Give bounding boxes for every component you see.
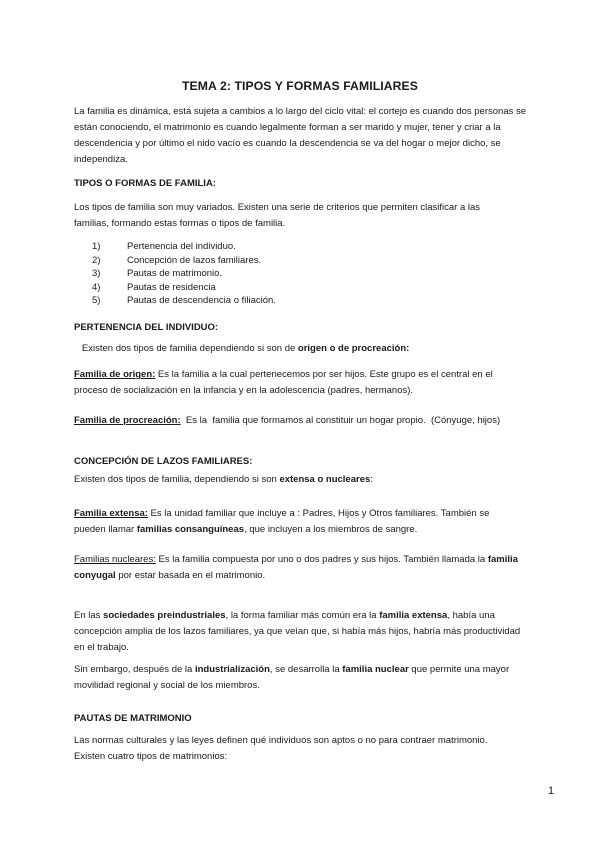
text-line: concepción amplia de los lazos familiares, ya que veían que, si había más hijos, habría más productividad [74,626,521,637]
text-run-bold: extensa o nucleares [279,474,371,485]
text-run: Existen dos tipos de familia dependiendo si son de [74,343,298,354]
text-run: , la forma familiar más común era la [225,610,380,621]
list-number: 5) [92,295,101,306]
intro-line: están conociendo, el matrimonio es cuando legalmente forman a ser marido y mujer, tener y criar a la [74,122,501,133]
text-run: Es la familia que formamos al constituir un hogar propio. (Cónyuge, hijos) [180,415,501,426]
list-number: 2) [92,254,101,266]
text-run: Es la familia compuesta por uno o dos padres y sus hijos. También llamada la [155,554,488,565]
text-run: pueden llamar [74,524,137,535]
familia-procreacion-paragraph [74,413,554,429]
list-number: 1) [92,241,101,252]
text-run: , había una [447,610,495,621]
section-heading-matrimonio: PAUTAS DE MATRIMONIO [74,713,192,724]
tipos-line: familias, formando estas formas o tipos de familia. [74,218,286,229]
intro-line: descendencia y por último el nido vacío es cuando la descendencia se va del hogar o mejor dicho, se [74,138,501,149]
text-line: proceso de socialización en la infancia y en la adolescencia (padres, hermanos). [74,385,414,396]
list-item [74,254,276,268]
list-number: 4) [92,281,101,293]
intro-line: La familia es dinámica, está sujeta a cambios a lo largo del ciclo vital: el cortejo es cuando dos personas se [74,106,527,117]
familias-nucleares-paragraph [74,552,554,584]
text-line: movilidad regional y social de los miembros. [74,680,260,691]
list-item [74,294,276,308]
term-underlined: Familia de origen: [74,369,156,380]
section-heading-pertenencia: PERTENENCIA DEL INDIVIDUO: [74,322,219,333]
familia-extensa-paragraph [74,506,554,538]
text-run-bold: industrialización [194,664,270,675]
list-item [74,267,276,281]
familia-origen-paragraph [74,367,554,399]
text-line: Las normas culturales y las leyes definen qué individuos son aptos o no para contraer matrimonio. [74,735,488,746]
matrimonio-paragraph [74,733,554,765]
text-run-bold: conyugal [74,570,116,581]
list-text: Pertenencia del individuo. [127,241,236,252]
list-text: Pautas de residencia [127,281,216,293]
pertenencia-intro [74,341,554,357]
text-run: Existen dos tipos de familia, dependiendo si son [74,474,280,485]
text-line: en el trabajo. [74,642,129,653]
intro-line: independiza. [74,154,128,165]
section-heading-concepcion: CONCEPCIÓN DE LAZOS FAMILIARES: [74,456,253,467]
term-underlined: Familia extensa: [74,508,148,519]
list-text: Pautas de matrimonio. [127,268,223,279]
concepcion-intro [74,472,554,488]
text-run: En las [74,610,104,621]
sociedades-paragraph [74,608,554,656]
intro-paragraph [74,104,554,168]
text-line: Existen cuatro tipos de matrimonios: [74,751,228,762]
text-run: que permite una mayor [408,664,510,675]
text-run-bold: familias consanguíneas [136,524,245,535]
text-run-bold: sociedades preindustriales [103,610,226,621]
text-run: Es la unidad familiar que incluye a : Padres, Hijos y Otros familiares. También se [147,508,490,519]
document-title: TEMA 2: TIPOS Y FORMAS FAMILIARES [181,79,418,93]
tipos-list [74,240,276,308]
text-run-bold: familia nuclear [342,664,409,675]
term-underlined: Familia de procreación: [74,415,181,426]
industrializacion-paragraph [74,662,554,694]
list-text: Pautas de descendencia o filiación. [127,295,276,306]
text-run: , que incluyen a los miembros de sangre. [244,524,418,535]
text-run: Es la familia a la cual pertenecemos por ser hijos. Este grupo es el central en el [155,369,493,380]
text-run: , se desarrolla la [269,664,343,675]
list-number: 3) [92,268,101,279]
list-item [74,281,276,295]
text-run: por estar basada en el matrimonio. [115,570,266,581]
page-number: 1 [548,785,555,797]
text-run: : [370,474,373,485]
tipos-line: Los tipos de familia son muy variados. Existen una serie de criterios que permiten clasificar a las [74,202,481,213]
tipos-paragraph [74,200,554,232]
list-item [74,240,276,254]
text-run-bold: familia [487,554,518,565]
text-run: Sin embargo, después de la [74,664,195,675]
text-run-bold: familia extensa [379,610,448,621]
list-text: Concepción de lazos familiares. [127,254,262,266]
text-run-bold: origen o de procreación: [297,343,410,354]
term-underlined: Familias nucleares: [74,554,156,565]
section-heading-tipos: TIPOS O FORMAS DE FAMILIA: [74,178,216,189]
